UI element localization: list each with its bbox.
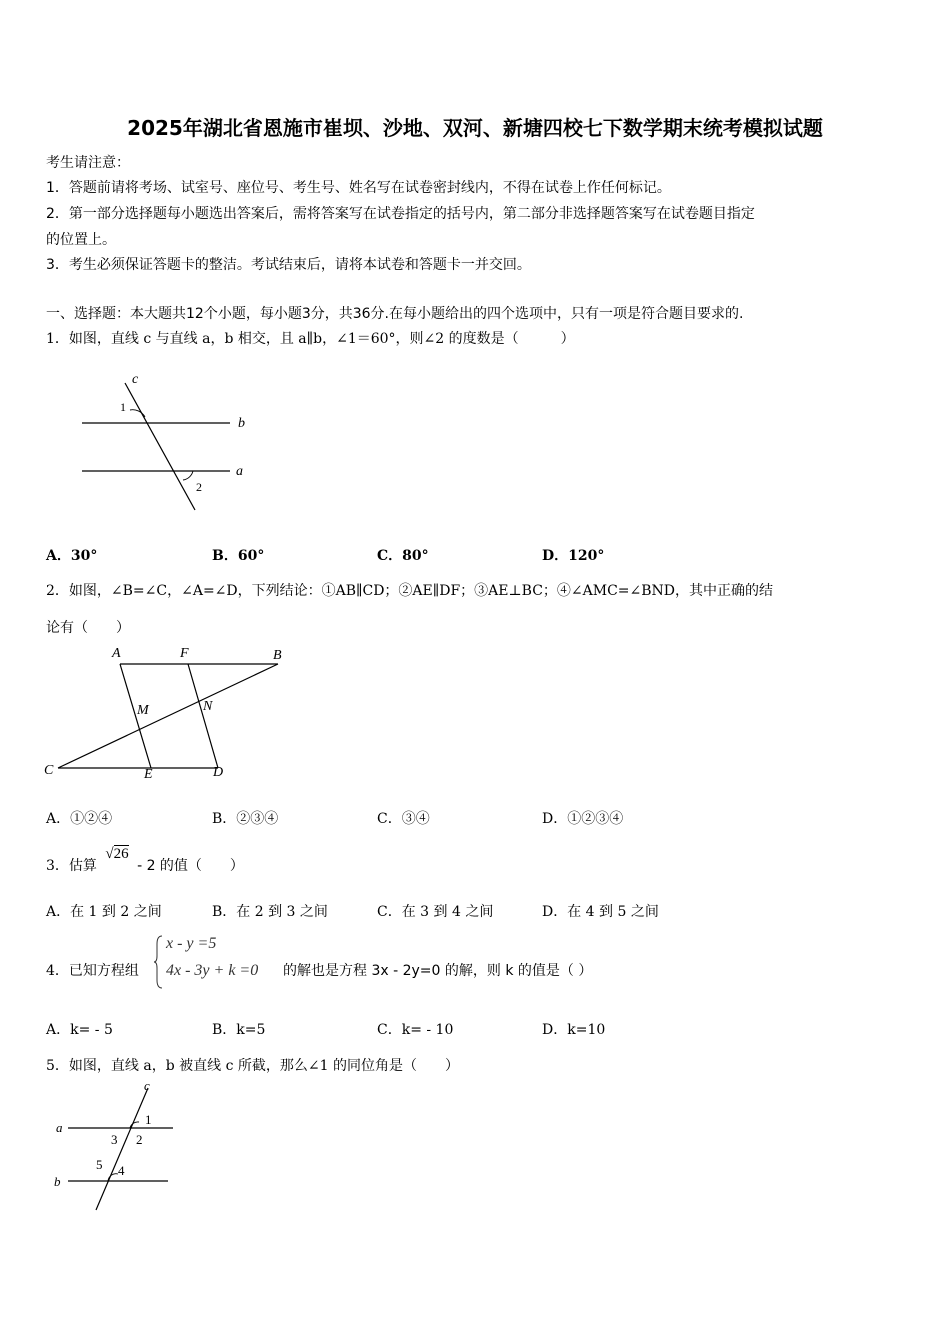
equation-2: 4x - 3y + k =0 <box>166 962 259 979</box>
angle-1-label: 1 <box>120 400 126 414</box>
point-d-label: D <box>213 765 224 780</box>
point-n-label: N <box>203 699 213 714</box>
angle-4-label: 4 <box>118 1163 125 1178</box>
q4-option-d[interactable]: D．k=10 <box>542 1022 606 1038</box>
q4-option-b[interactable]: B．k=5 <box>212 1022 266 1038</box>
brace-icon <box>154 934 164 990</box>
angle-2-label: 2 <box>196 480 202 494</box>
notice-item: 1．答题前请将考场、试室号、座位号、考生号、姓名写在试卷密封线内，不得在试卷上作任何标记。 <box>46 180 671 196</box>
q3-option-b[interactable]: B．在 2 到 3 之间 <box>212 904 328 920</box>
angle-1-label: 1 <box>145 1112 152 1127</box>
q2-option-a[interactable]: A．①②④ <box>46 811 113 827</box>
q4-post: 的解也是方程 3x - 2y=0 的解，则 k 的值是（ ） <box>283 963 593 979</box>
radicand: 26 <box>113 846 129 862</box>
point-c-label: C <box>44 763 54 778</box>
line-b-label: b <box>238 416 245 431</box>
question-2-text-cont: 论有（ ） <box>46 620 130 636</box>
notice-item: 3．考生必须保证答题卡的整洁。考试结束后，请将本试卷和答题卡一并交回。 <box>46 257 531 273</box>
line-b-label: b <box>54 1174 61 1189</box>
q1-option-c[interactable]: C．80° <box>377 548 429 564</box>
q1-option-d[interactable]: D．120° <box>542 548 605 564</box>
point-m-label: M <box>137 703 149 718</box>
question-3-text <box>46 846 244 875</box>
page-title: 2025年湖北省恩施市崔坝、沙地、双河、新塘四校七下数学期末统考模拟试题 <box>127 116 823 140</box>
angle-3-label: 3 <box>111 1132 118 1147</box>
line-a-label: a <box>56 1120 63 1135</box>
question-1-text: 1．如图，直线 c 与直线 a，b 相交，且 a∥b，∠1＝60°，则∠2 的度数是（ ） <box>46 331 575 347</box>
question-2-figure <box>38 640 298 785</box>
q4-option-c[interactable]: C．k= - 10 <box>377 1022 454 1038</box>
q3-option-a[interactable]: A．在 1 到 2 之间 <box>46 904 162 920</box>
notice-item: 2．第一部分选择题每小题选出答案后，需将答案写在试卷指定的括号内，第二部分非选择题答案写在试卷题目指定 <box>46 206 755 222</box>
line-c-label: c <box>132 372 139 387</box>
q3-option-d[interactable]: D．在 4 到 5 之间 <box>542 904 659 920</box>
angle-5-label: 5 <box>96 1157 103 1172</box>
point-f-label: F <box>180 646 189 661</box>
q3-option-c[interactable]: C．在 3 到 4 之间 <box>377 904 494 920</box>
q2-option-c[interactable]: C．③④ <box>377 811 430 827</box>
q3-pre: 3．估算 <box>46 858 97 874</box>
point-b-label: B <box>273 648 282 663</box>
equation-1: x - y =5 <box>166 935 217 952</box>
notice-item: 的位置上。 <box>46 232 116 248</box>
point-a-label: A <box>112 646 121 661</box>
q2-option-d[interactable]: D．①②③④ <box>542 811 624 827</box>
question-5-figure <box>48 1078 188 1218</box>
question-1-figure <box>70 365 260 515</box>
question-2-text: 2．如图，∠B=∠C，∠A=∠D，下列结论：①AB∥CD；②AE∥DF；③AE⊥BC；④∠AMC=∠BND，其中正确的结 <box>46 583 774 599</box>
q4-pre: 4．已知方程组 <box>46 963 139 979</box>
q1-option-b[interactable]: B．60° <box>212 548 265 564</box>
q1-option-a[interactable]: A．30° <box>46 548 98 564</box>
q3-post: - 2 的值（ ） <box>137 858 244 874</box>
question-5-text: 5．如图，直线 a，b 被直线 c 所截，那么∠1 的同位角是（ ） <box>46 1058 459 1074</box>
angle-2-label: 2 <box>136 1132 143 1147</box>
point-e-label: E <box>144 767 153 782</box>
line-c-label: c <box>144 1078 150 1093</box>
notice-heading: 考生请注意： <box>46 155 130 171</box>
q4-option-a[interactable]: A．k= - 5 <box>46 1022 113 1038</box>
line-a-label: a <box>236 464 243 479</box>
section-heading: 一、选择题：本大题共12个小题，每小题3分，共36分.在每小题给出的四个选项中，只有一项是符合题目要求的. <box>46 306 744 322</box>
sqrt-expression: √26 <box>105 846 129 862</box>
q2-option-b[interactable]: B．②③④ <box>212 811 279 827</box>
